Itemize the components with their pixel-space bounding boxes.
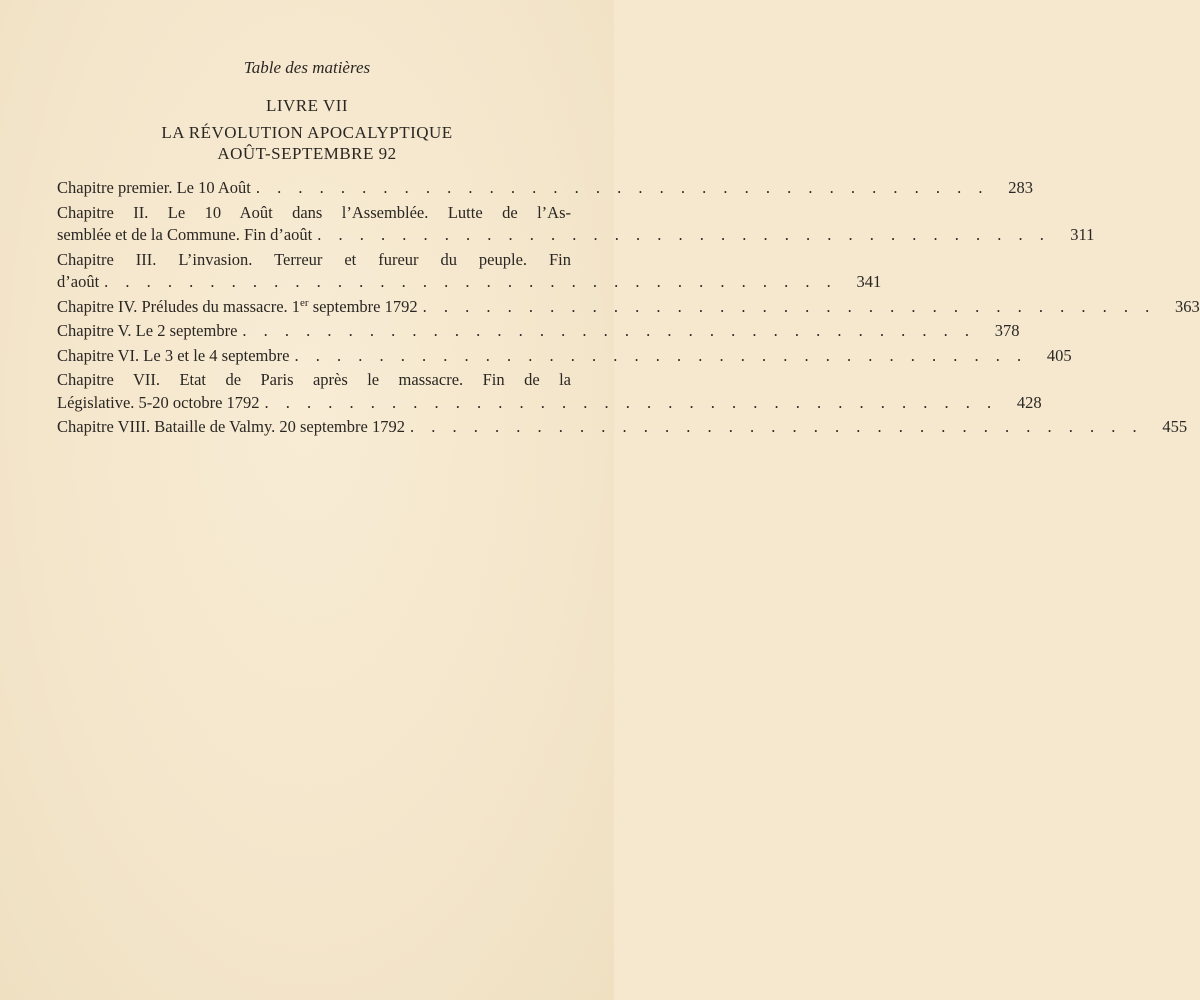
toc-entry-title-line-2: Législative. 5-20 octobre 1792: [57, 392, 260, 412]
ordinal-superscript: er: [300, 296, 309, 309]
book-title: [0, 122, 614, 164]
book-title-line-2: AOÛT-SEPTEMBRE 92: [217, 144, 397, 163]
toc-page-number: 283: [1008, 178, 1033, 197]
running-header: Table des matières: [243, 58, 371, 77]
dot-leader: . . . . . . . . . . . . . . . . . . . . . . . . . . . . . . . . . . .: [317, 225, 1051, 244]
toc-page-number: 341: [856, 272, 882, 291]
toc-entry-title-line-1: Chapitre VII. Etat de Paris après le massacre. Fin de la: [57, 370, 571, 390]
toc-entry-title-line-1: Chapitre II. Le 10 Août dans l’Assemblée. Lutte de l’As-: [57, 202, 571, 222]
toc-entry: [57, 320, 1020, 342]
toc-entry: [57, 249, 882, 294]
toc-page-number: 405: [1046, 345, 1072, 365]
table-of-contents: [57, 177, 1200, 441]
toc-entry-title: Chapitre V. Le 2 septembre: [57, 321, 238, 341]
dot-leader: . . . . . . . . . . . . . . . . . . . . . . . . . . . . . . . . . . .: [294, 345, 1028, 365]
toc-entry-title: [57, 296, 418, 318]
toc-entry-title: Chapitre VI. Le 3 et le 4 septembre: [57, 345, 290, 365]
toc-entry-title: Chapitre premier. Le 10 Août: [57, 178, 251, 197]
dot-leader: . . . . . . . . . . . . . . . . . . . . . . . . . . . . . . . . . . .: [242, 321, 976, 341]
book-number: LIVRE VII: [265, 96, 349, 115]
toc-entry-title: Chapitre VIII. Bataille de Valmy. 20 septembre 1792: [57, 417, 405, 437]
dot-leader: . . . . . . . . . . . . . . . . . . . . . . . . . . . . . . . . . . .: [422, 296, 1156, 316]
dot-leader: . . . . . . . . . . . . . . . . . . . . . . . . . . . . . . . . . . .: [104, 272, 838, 291]
dot-leader: . . . . . . . . . . . . . . . . . . . . . . . . . . . . . . . . . . .: [264, 392, 998, 412]
toc-entry-title-part-2: septembre 1792: [308, 296, 418, 316]
toc-entry: [57, 416, 1188, 438]
toc-entry-title-line-1: Chapitre III. L’invasion. Terreur et fureur du peuple. Fin: [57, 249, 571, 269]
toc-entry-title-line-2: d’août: [57, 272, 100, 291]
toc-page-number: 378: [994, 321, 1020, 341]
toc-page-number: 428: [1016, 392, 1042, 412]
toc-entry: [57, 202, 1095, 247]
toc-entry-title-line-2: semblée et de la Commune. Fin d’août: [57, 225, 313, 244]
dot-leader: . . . . . . . . . . . . . . . . . . . . . . . . . . . . . . . . . . .: [255, 178, 989, 197]
toc-entry-title-part-1: Chapitre IV. Préludes du massacre. 1: [57, 296, 301, 316]
toc-page-number: 363: [1175, 296, 1200, 316]
toc-page-number: 455: [1162, 417, 1188, 437]
dot-leader: . . . . . . . . . . . . . . . . . . . . . . . . . . . . . . . . . . .: [409, 417, 1144, 437]
book-title-line-1: LA RÉVOLUTION APOCALYPTIQUE: [161, 123, 453, 142]
toc-entry: [57, 345, 1072, 367]
toc-entry: [57, 369, 1042, 414]
toc-entry: [57, 177, 1033, 199]
toc-page-number: 311: [1070, 225, 1095, 244]
toc-entry: [57, 296, 1200, 318]
